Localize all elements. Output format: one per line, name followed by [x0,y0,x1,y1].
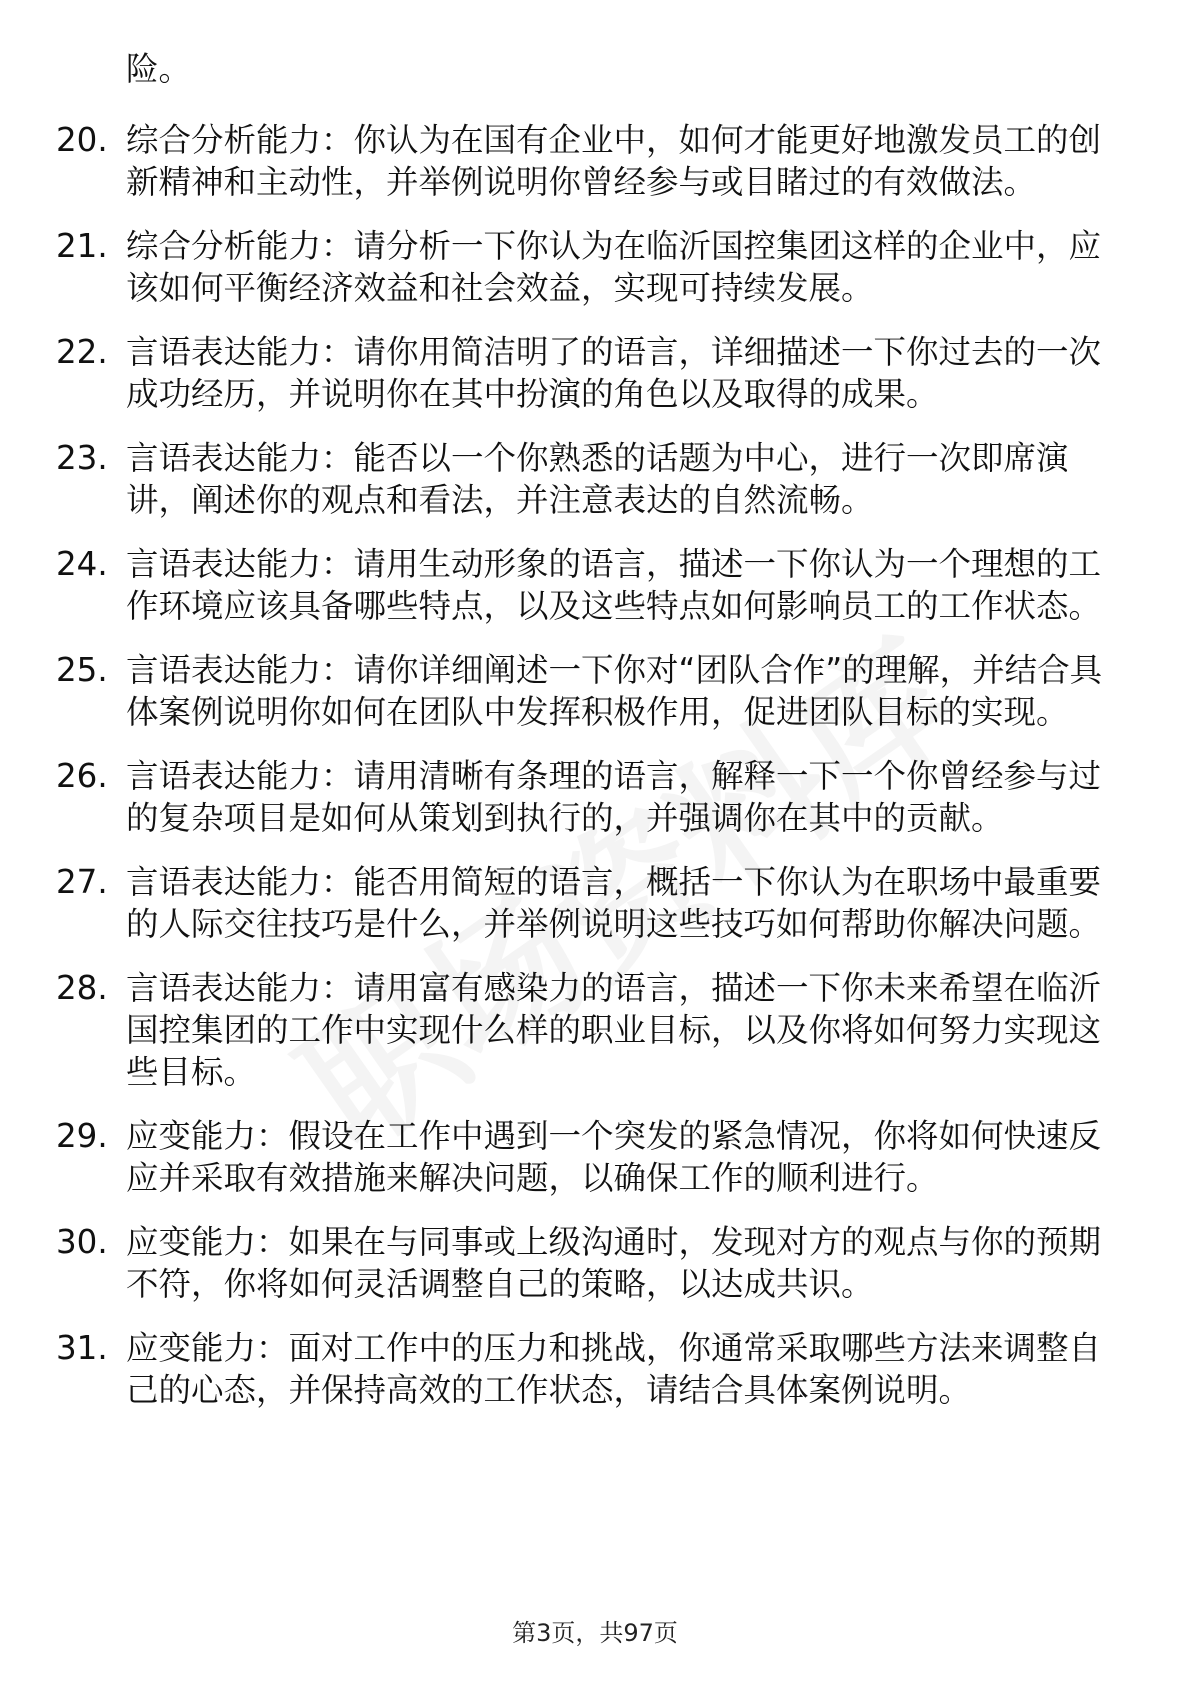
question-number: 30. [56,1223,108,1261]
question-number: 28. [56,969,108,1007]
question-number: 21. [56,227,108,265]
question-text: 综合分析能力：请分析一下你认为在临沂国控集团这样的企业中，应该如何平衡经济效益和社会效益，实现可持续发展。 [126,227,1102,307]
list-item [0,967,1190,1093]
list-item [0,331,1190,415]
question-number: 29. [56,1117,108,1155]
question-text: 应变能力：面对工作中的压力和挑战，你通常采取哪些方法来调整自己的心态，并保持高效的工作状态，请结合具体案例说明。 [126,1329,1102,1409]
list-item [0,861,1190,945]
question-number: 27. [56,863,108,901]
question-list [0,119,1190,1433]
question-number: 26. [56,757,108,795]
list-item [0,119,1190,203]
question-number: 22. [56,333,108,371]
list-item [0,543,1190,627]
question-text: 言语表达能力：请用生动形象的语言，描述一下你认为一个理想的工作环境应该具备哪些特点，以及这些特点如何影响员工的工作状态。 [126,545,1102,625]
list-item [0,1221,1190,1305]
page-footer: 第3页，共97页 [512,1619,678,1647]
question-text: 应变能力：假设在工作中遇到一个突发的紧急情况，你将如何快速反应并采取有效措施来解决问题，以确保工作的顺利进行。 [126,1117,1102,1197]
question-number: 31. [56,1329,108,1367]
question-text: 言语表达能力：请你用简洁明了的语言，详细描述一下你过去的一次成功经历，并说明你在其中扮演的角色以及取得的成果。 [126,333,1102,413]
question-number: 25. [56,651,108,689]
question-text: 言语表达能力：请用富有感染力的语言，描述一下你未来希望在临沂国控集团的工作中实现什么样的职业目标，以及你将如何努力实现这些目标。 [126,969,1102,1091]
list-item [0,1115,1190,1199]
question-number: 24. [56,545,108,583]
list-item [0,755,1190,839]
list-item [0,1327,1190,1411]
question-text: 言语表达能力：能否以一个你熟悉的话题为中心，进行一次即席演讲，阐述你的观点和看法，并注意表达的自然流畅。 [126,439,1069,519]
list-item [0,649,1190,733]
question-text: 综合分析能力：你认为在国有企业中，如何才能更好地激发员工的创新精神和主动性，并举例说明你曾经参与或目睹过的有效做法。 [126,121,1102,201]
question-text: 言语表达能力：请用清晰有条理的语言，解释一下一个你曾经参与过的复杂项目是如何从策划到执行的，并强调你在其中的贡献。 [126,757,1102,837]
question-number: 23. [56,439,108,477]
continued-text: 险。 [126,50,192,88]
question-text: 应变能力：如果在与同事或上级沟通时，发现对方的观点与你的预期不符，你将如何灵活调整自己的策略，以达成共识。 [126,1223,1102,1303]
question-text: 言语表达能力：能否用简短的语言，概括一下你认为在职场中最重要的人际交往技巧是什么，并举例说明这些技巧如何帮助你解决问题。 [126,863,1102,943]
question-number: 20. [56,121,108,159]
question-text: 言语表达能力：请你详细阐述一下你对“团队合作”的理解，并结合具体案例说明你如何在团队中发挥积极作用，促进团队目标的实现。 [126,651,1103,731]
list-item [0,225,1190,309]
list-item [0,437,1190,521]
